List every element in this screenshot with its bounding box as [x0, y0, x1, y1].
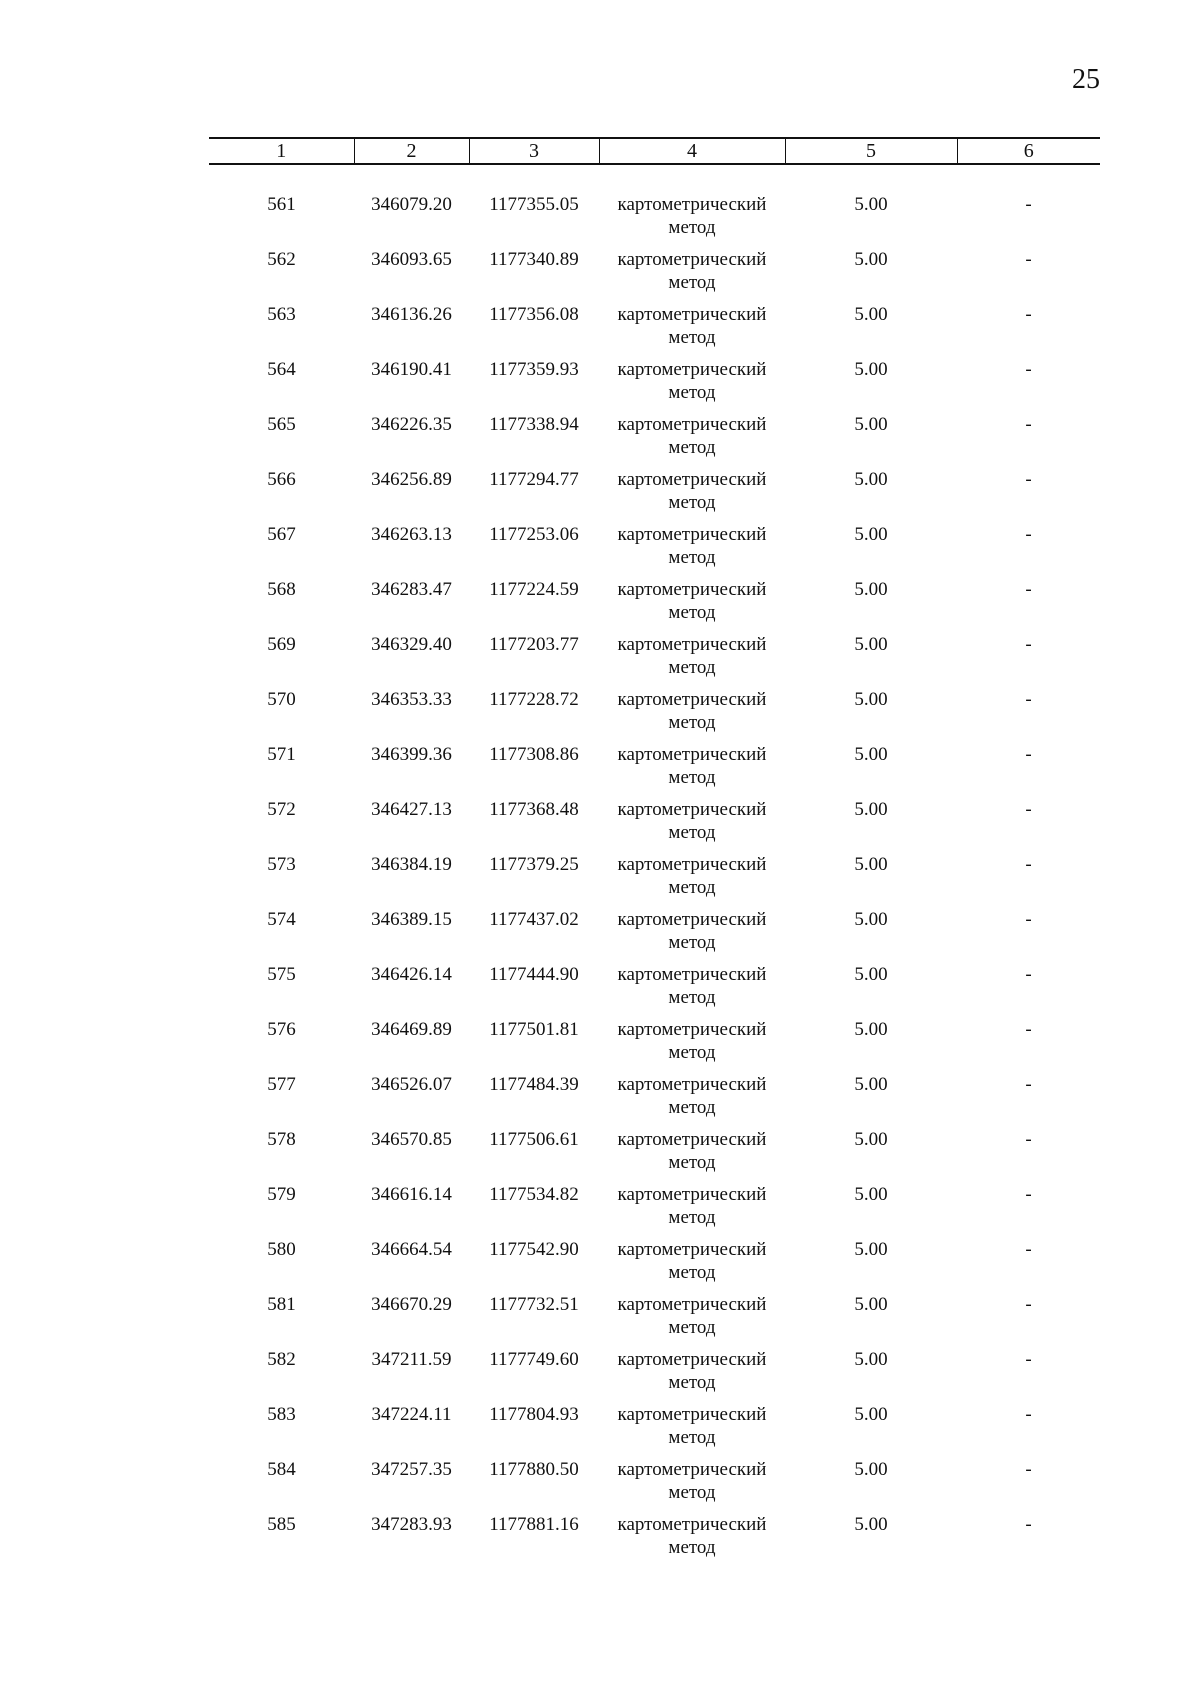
point-number-cell: 582 [267, 1349, 296, 1370]
note-cell: - [1025, 524, 1032, 545]
point-number-cell: 571 [267, 744, 296, 765]
method-line-2: метод [668, 987, 716, 1008]
note-cell: - [1025, 304, 1032, 325]
table-row [209, 963, 1100, 1018]
method-line-2: метод [668, 657, 716, 678]
table-row [209, 248, 1100, 303]
coordinate-x-cell: 347257.35 [371, 1459, 452, 1480]
method-cell [599, 358, 785, 413]
table-row [209, 303, 1100, 358]
method-cell [599, 468, 785, 523]
coordinate-y-cell: 1177294.77 [489, 469, 579, 490]
note-cell: - [1025, 579, 1032, 600]
coordinate-x-cell: 346283.47 [371, 579, 452, 600]
note-cell: - [1025, 1019, 1032, 1040]
method-line-2: метод [668, 437, 716, 458]
table-row [209, 413, 1100, 468]
method-line-2: метод [668, 1482, 716, 1503]
note-cell: - [1025, 414, 1032, 435]
method-line-1: картометрический [617, 634, 767, 655]
method-cell [599, 743, 785, 798]
coordinate-x-cell: 346353.33 [371, 689, 452, 710]
method-line-2: метод [668, 1152, 716, 1173]
accuracy-cell: 5.00 [854, 1349, 888, 1370]
point-number-cell: 573 [267, 854, 296, 875]
coordinate-x-cell: 347224.11 [371, 1404, 452, 1425]
table-row [209, 743, 1100, 798]
note-cell: - [1025, 1129, 1032, 1150]
accuracy-cell: 5.00 [854, 579, 888, 600]
method-line-1: картометрический [617, 1459, 767, 1480]
method-cell [599, 1238, 785, 1293]
accuracy-cell: 5.00 [854, 964, 888, 985]
point-number-cell: 566 [267, 469, 296, 490]
accuracy-cell: 5.00 [854, 414, 888, 435]
note-cell: - [1025, 799, 1032, 820]
method-line-1: картометрический [617, 1074, 767, 1095]
table-row [209, 1183, 1100, 1238]
column-header-3: 3 [469, 138, 599, 164]
point-number-cell: 570 [267, 689, 296, 710]
table-row [209, 1348, 1100, 1403]
point-number-cell: 563 [267, 304, 296, 325]
header-spacer [209, 164, 1100, 193]
method-line-2: метод [668, 767, 716, 788]
coordinate-y-cell: 1177340.89 [489, 249, 579, 270]
point-number-cell: 575 [267, 964, 296, 985]
table-row [209, 578, 1100, 633]
method-line-1: картометрический [617, 1404, 767, 1425]
method-line-2: метод [668, 822, 716, 843]
note-cell: - [1025, 1349, 1032, 1370]
coordinate-x-cell: 346664.54 [371, 1239, 452, 1260]
method-line-1: картометрический [617, 359, 767, 380]
method-line-1: картометрический [617, 524, 767, 545]
accuracy-cell: 5.00 [854, 1514, 888, 1535]
method-line-1: картометрический [617, 854, 767, 875]
method-line-2: метод [668, 877, 716, 898]
coordinate-x-cell: 346256.89 [371, 469, 452, 490]
point-number-cell: 578 [267, 1129, 296, 1150]
coordinate-y-cell: 1177228.72 [489, 689, 579, 710]
coordinates-table-grid [209, 137, 1100, 1568]
method-line-1: картометрический [617, 579, 767, 600]
point-number-cell: 581 [267, 1294, 296, 1315]
point-number-cell: 584 [267, 1459, 296, 1480]
method-cell [599, 1293, 785, 1348]
method-cell [599, 578, 785, 633]
method-cell [599, 1348, 785, 1403]
method-line-2: метод [668, 1317, 716, 1338]
method-line-1: картометрический [617, 469, 767, 490]
point-number-cell: 569 [267, 634, 296, 655]
accuracy-cell: 5.00 [854, 1184, 888, 1205]
column-header-2: 2 [354, 138, 469, 164]
coordinate-x-cell: 346616.14 [371, 1184, 452, 1205]
note-cell: - [1025, 854, 1032, 875]
method-line-1: картометрический [617, 1349, 767, 1370]
coordinate-y-cell: 1177224.59 [489, 579, 579, 600]
note-cell: - [1025, 634, 1032, 655]
method-line-2: метод [668, 1537, 716, 1558]
point-number-cell: 568 [267, 579, 296, 600]
point-number-cell: 580 [267, 1239, 296, 1260]
accuracy-cell: 5.00 [854, 634, 888, 655]
accuracy-cell: 5.00 [854, 1129, 888, 1150]
method-cell [599, 963, 785, 1018]
coordinate-y-cell: 1177506.61 [489, 1129, 579, 1150]
table-row [209, 1018, 1100, 1073]
method-line-1: картометрический [617, 799, 767, 820]
method-cell [599, 1073, 785, 1128]
coordinate-x-cell: 346263.13 [371, 524, 452, 545]
method-line-2: метод [668, 1042, 716, 1063]
accuracy-cell: 5.00 [854, 524, 888, 545]
note-cell: - [1025, 249, 1032, 270]
method-line-1: картометрический [617, 304, 767, 325]
coordinate-y-cell: 1177501.81 [489, 1019, 579, 1040]
method-line-1: картометрический [617, 744, 767, 765]
accuracy-cell: 5.00 [854, 1459, 888, 1480]
coordinate-x-cell: 346384.19 [371, 854, 452, 875]
point-number-cell: 574 [267, 909, 296, 930]
method-line-2: метод [668, 327, 716, 348]
point-number-cell: 577 [267, 1074, 296, 1095]
table-row [209, 1128, 1100, 1183]
table-row [209, 1293, 1100, 1348]
method-line-1: картометрический [617, 1294, 767, 1315]
coordinate-x-cell: 346526.07 [371, 1074, 452, 1095]
coordinate-y-cell: 1177880.50 [489, 1459, 579, 1480]
coordinate-x-cell: 347211.59 [371, 1349, 452, 1370]
coordinate-x-cell: 346389.15 [371, 909, 452, 930]
accuracy-cell: 5.00 [854, 744, 888, 765]
coordinate-y-cell: 1177534.82 [489, 1184, 579, 1205]
point-number-cell: 572 [267, 799, 296, 820]
accuracy-cell: 5.00 [854, 359, 888, 380]
note-cell: - [1025, 1184, 1032, 1205]
table-row [209, 1073, 1100, 1128]
header-row [209, 138, 1100, 164]
table-row [209, 358, 1100, 413]
table-row [209, 1458, 1100, 1513]
method-line-2: метод [668, 1262, 716, 1283]
table-row [209, 523, 1100, 578]
column-header-4: 4 [599, 138, 785, 164]
column-header-1: 1 [209, 138, 354, 164]
point-number-cell: 562 [267, 249, 296, 270]
point-number-cell: 564 [267, 359, 296, 380]
accuracy-cell: 5.00 [854, 1294, 888, 1315]
coordinate-y-cell: 1177437.02 [489, 909, 579, 930]
table-row [209, 633, 1100, 688]
method-line-2: метод [668, 602, 716, 623]
point-number-cell: 579 [267, 1184, 296, 1205]
accuracy-cell: 5.00 [854, 1404, 888, 1425]
method-cell [599, 1183, 785, 1238]
point-number-cell: 567 [267, 524, 296, 545]
method-line-2: метод [668, 272, 716, 293]
accuracy-cell: 5.00 [854, 1239, 888, 1260]
accuracy-cell: 5.00 [854, 1019, 888, 1040]
coordinate-y-cell: 1177368.48 [489, 799, 579, 820]
table-row [209, 193, 1100, 248]
method-cell [599, 193, 785, 248]
note-cell: - [1025, 1294, 1032, 1315]
coordinate-y-cell: 1177484.39 [489, 1074, 579, 1095]
accuracy-cell: 5.00 [854, 1074, 888, 1095]
table-row [209, 798, 1100, 853]
method-cell [599, 633, 785, 688]
note-cell: - [1025, 744, 1032, 765]
coordinates-table [209, 137, 1100, 1568]
coordinate-x-cell: 346469.89 [371, 1019, 452, 1040]
coordinate-x-cell: 346329.40 [371, 634, 452, 655]
note-cell: - [1025, 359, 1032, 380]
coordinate-y-cell: 1177749.60 [489, 1349, 579, 1370]
point-number-cell: 561 [267, 194, 296, 215]
coordinate-x-cell: 346570.85 [371, 1129, 452, 1150]
method-line-1: картометрический [617, 414, 767, 435]
table-row [209, 908, 1100, 963]
method-cell [599, 798, 785, 853]
method-line-2: метод [668, 217, 716, 238]
coordinate-x-cell: 346079.20 [371, 194, 452, 215]
accuracy-cell: 5.00 [854, 194, 888, 215]
coordinate-y-cell: 1177203.77 [489, 634, 579, 655]
coordinate-y-cell: 1177355.05 [489, 194, 579, 215]
method-cell [599, 1403, 785, 1458]
coordinate-x-cell: 346427.13 [371, 799, 452, 820]
note-cell: - [1025, 909, 1032, 930]
table-body [209, 164, 1100, 1568]
note-cell: - [1025, 1239, 1032, 1260]
accuracy-cell: 5.00 [854, 304, 888, 325]
coordinate-y-cell: 1177253.06 [489, 524, 579, 545]
method-line-1: картометрический [617, 1184, 767, 1205]
note-cell: - [1025, 689, 1032, 710]
accuracy-cell: 5.00 [854, 689, 888, 710]
method-cell [599, 413, 785, 468]
table-row [209, 688, 1100, 743]
page-number: 25 [1072, 64, 1100, 95]
accuracy-cell: 5.00 [854, 469, 888, 490]
coordinate-x-cell: 346670.29 [371, 1294, 452, 1315]
method-cell [599, 248, 785, 303]
accuracy-cell: 5.00 [854, 909, 888, 930]
method-cell [599, 1513, 785, 1568]
coordinate-x-cell: 346226.35 [371, 414, 452, 435]
method-line-2: метод [668, 1207, 716, 1228]
method-line-1: картометрический [617, 964, 767, 985]
coordinate-y-cell: 1177444.90 [489, 964, 579, 985]
method-line-1: картометрический [617, 1514, 767, 1535]
method-line-1: картометрический [617, 909, 767, 930]
method-cell [599, 688, 785, 743]
table-row [209, 468, 1100, 523]
note-cell: - [1025, 1459, 1032, 1480]
method-line-2: метод [668, 547, 716, 568]
coordinate-y-cell: 1177338.94 [489, 414, 579, 435]
coordinate-y-cell: 1177804.93 [489, 1404, 579, 1425]
method-line-1: картометрический [617, 1019, 767, 1040]
point-number-cell: 583 [267, 1404, 296, 1425]
table-row [209, 1403, 1100, 1458]
coordinate-y-cell: 1177359.93 [489, 359, 579, 380]
note-cell: - [1025, 1074, 1032, 1095]
column-header-6: 6 [957, 138, 1100, 164]
point-number-cell: 576 [267, 1019, 296, 1040]
note-cell: - [1025, 1404, 1032, 1425]
method-line-1: картометрический [617, 249, 767, 270]
method-cell [599, 853, 785, 908]
coordinate-y-cell: 1177881.16 [489, 1514, 579, 1535]
accuracy-cell: 5.00 [854, 799, 888, 820]
table-row [209, 853, 1100, 908]
method-line-1: картометрический [617, 1129, 767, 1150]
method-line-2: метод [668, 932, 716, 953]
table-row [209, 1238, 1100, 1293]
method-line-1: картометрический [617, 1239, 767, 1260]
method-cell [599, 1018, 785, 1073]
coordinate-x-cell: 346399.36 [371, 744, 452, 765]
accuracy-cell: 5.00 [854, 854, 888, 875]
method-cell [599, 303, 785, 358]
method-cell [599, 908, 785, 963]
coordinate-y-cell: 1177356.08 [489, 304, 579, 325]
method-cell [599, 1458, 785, 1513]
method-line-2: метод [668, 1427, 716, 1448]
coordinate-x-cell: 346426.14 [371, 964, 452, 985]
table-row [209, 1513, 1100, 1568]
note-cell: - [1025, 964, 1032, 985]
coordinate-y-cell: 1177379.25 [489, 854, 579, 875]
note-cell: - [1025, 194, 1032, 215]
coordinate-x-cell: 346093.65 [371, 249, 452, 270]
column-header-5: 5 [785, 138, 957, 164]
point-number-cell: 565 [267, 414, 296, 435]
note-cell: - [1025, 1514, 1032, 1535]
method-cell [599, 523, 785, 578]
method-line-2: метод [668, 382, 716, 403]
note-cell: - [1025, 469, 1032, 490]
method-line-1: картометрический [617, 194, 767, 215]
method-line-2: метод [668, 1372, 716, 1393]
method-line-2: метод [668, 712, 716, 733]
accuracy-cell: 5.00 [854, 249, 888, 270]
coordinate-y-cell: 1177732.51 [489, 1294, 579, 1315]
point-number-cell: 585 [267, 1514, 296, 1535]
method-line-2: метод [668, 1097, 716, 1118]
coordinate-y-cell: 1177542.90 [489, 1239, 579, 1260]
method-line-1: картометрический [617, 689, 767, 710]
method-line-2: метод [668, 492, 716, 513]
coordinate-x-cell: 346136.26 [371, 304, 452, 325]
coordinate-x-cell: 347283.93 [371, 1514, 452, 1535]
coordinate-y-cell: 1177308.86 [489, 744, 579, 765]
coordinate-x-cell: 346190.41 [371, 359, 452, 380]
method-cell [599, 1128, 785, 1183]
